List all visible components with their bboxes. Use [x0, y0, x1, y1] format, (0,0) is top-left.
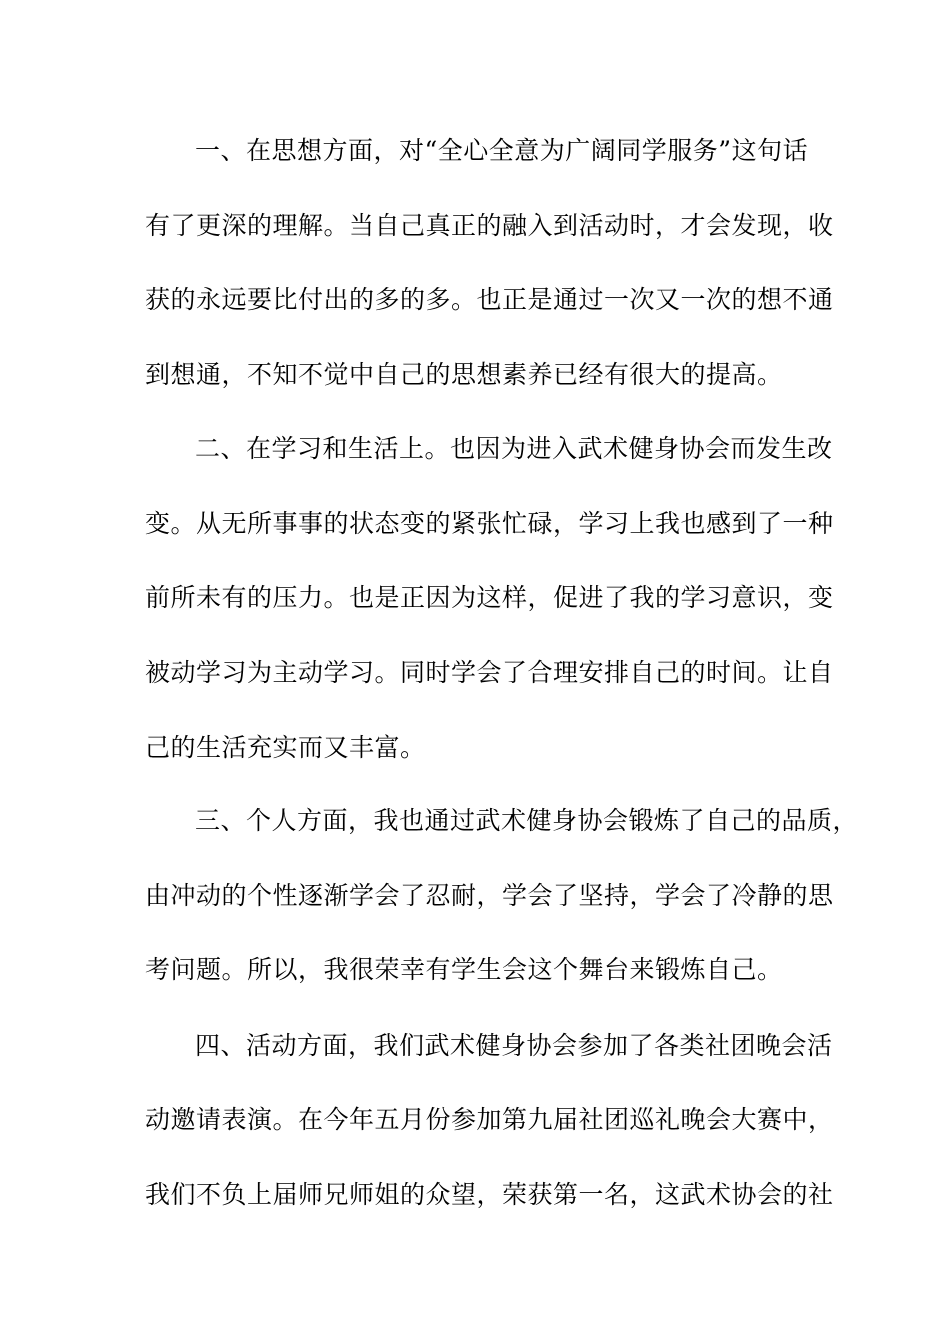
paragraph-4-line-3: 我们不负上届师兄师姐的众望，荣获第一名，这武术协会的社: [145, 1180, 834, 1209]
paragraph-1-line-3: 获的永远要比付出的多的多。也正是通过一次又一次的想不通: [145, 285, 834, 314]
paragraph-2-line-4: 被动学习为主动学习。同时学会了合理安排自己的时间。让自: [145, 658, 834, 687]
paragraph-2-line-1: 二、在学习和生活上。也因为进入武术健身协会而发生改: [195, 434, 833, 463]
paragraph-1-line-1: 一、在思想方面，对“全心全意为广阔同学服务”这句话: [195, 136, 809, 165]
paragraph-1-line-4: 到想通，不知不觉中自己的思想素养已经有很大的提高。: [145, 360, 783, 389]
paragraph-4-line-1: 四、活动方面，我们武术健身协会参加了各类社团晚会活: [195, 1031, 833, 1060]
paragraph-3-line-1: 三、个人方面，我也通过武术健身协会锻炼了自己的品质，: [195, 806, 859, 835]
paragraph-2-line-3: 前所未有的压力。也是正因为这样，促进了我的学习意识，变: [145, 583, 834, 612]
paragraph-1-line-2: 有了更深的理解。当自己真正的融入到活动时，才会发现，收: [145, 211, 834, 240]
paragraph-4-line-2: 动邀请表演。在今年五月份参加第九届社团巡礼晚会大赛中，: [145, 1105, 834, 1134]
paragraph-3-line-3: 考问题。所以，我很荣幸有学生会这个舞台来锻炼自己。: [145, 955, 783, 984]
paragraph-2-line-5: 己的生活充实而又丰富。: [145, 733, 426, 762]
paragraph-3-line-2: 由冲动的个性逐渐学会了忍耐，学会了坚持，学会了冷静的思: [145, 881, 834, 910]
paragraph-2-line-2: 变。从无所事事的状态变的紧张忙碌，学习上我也感到了一种: [145, 509, 834, 538]
